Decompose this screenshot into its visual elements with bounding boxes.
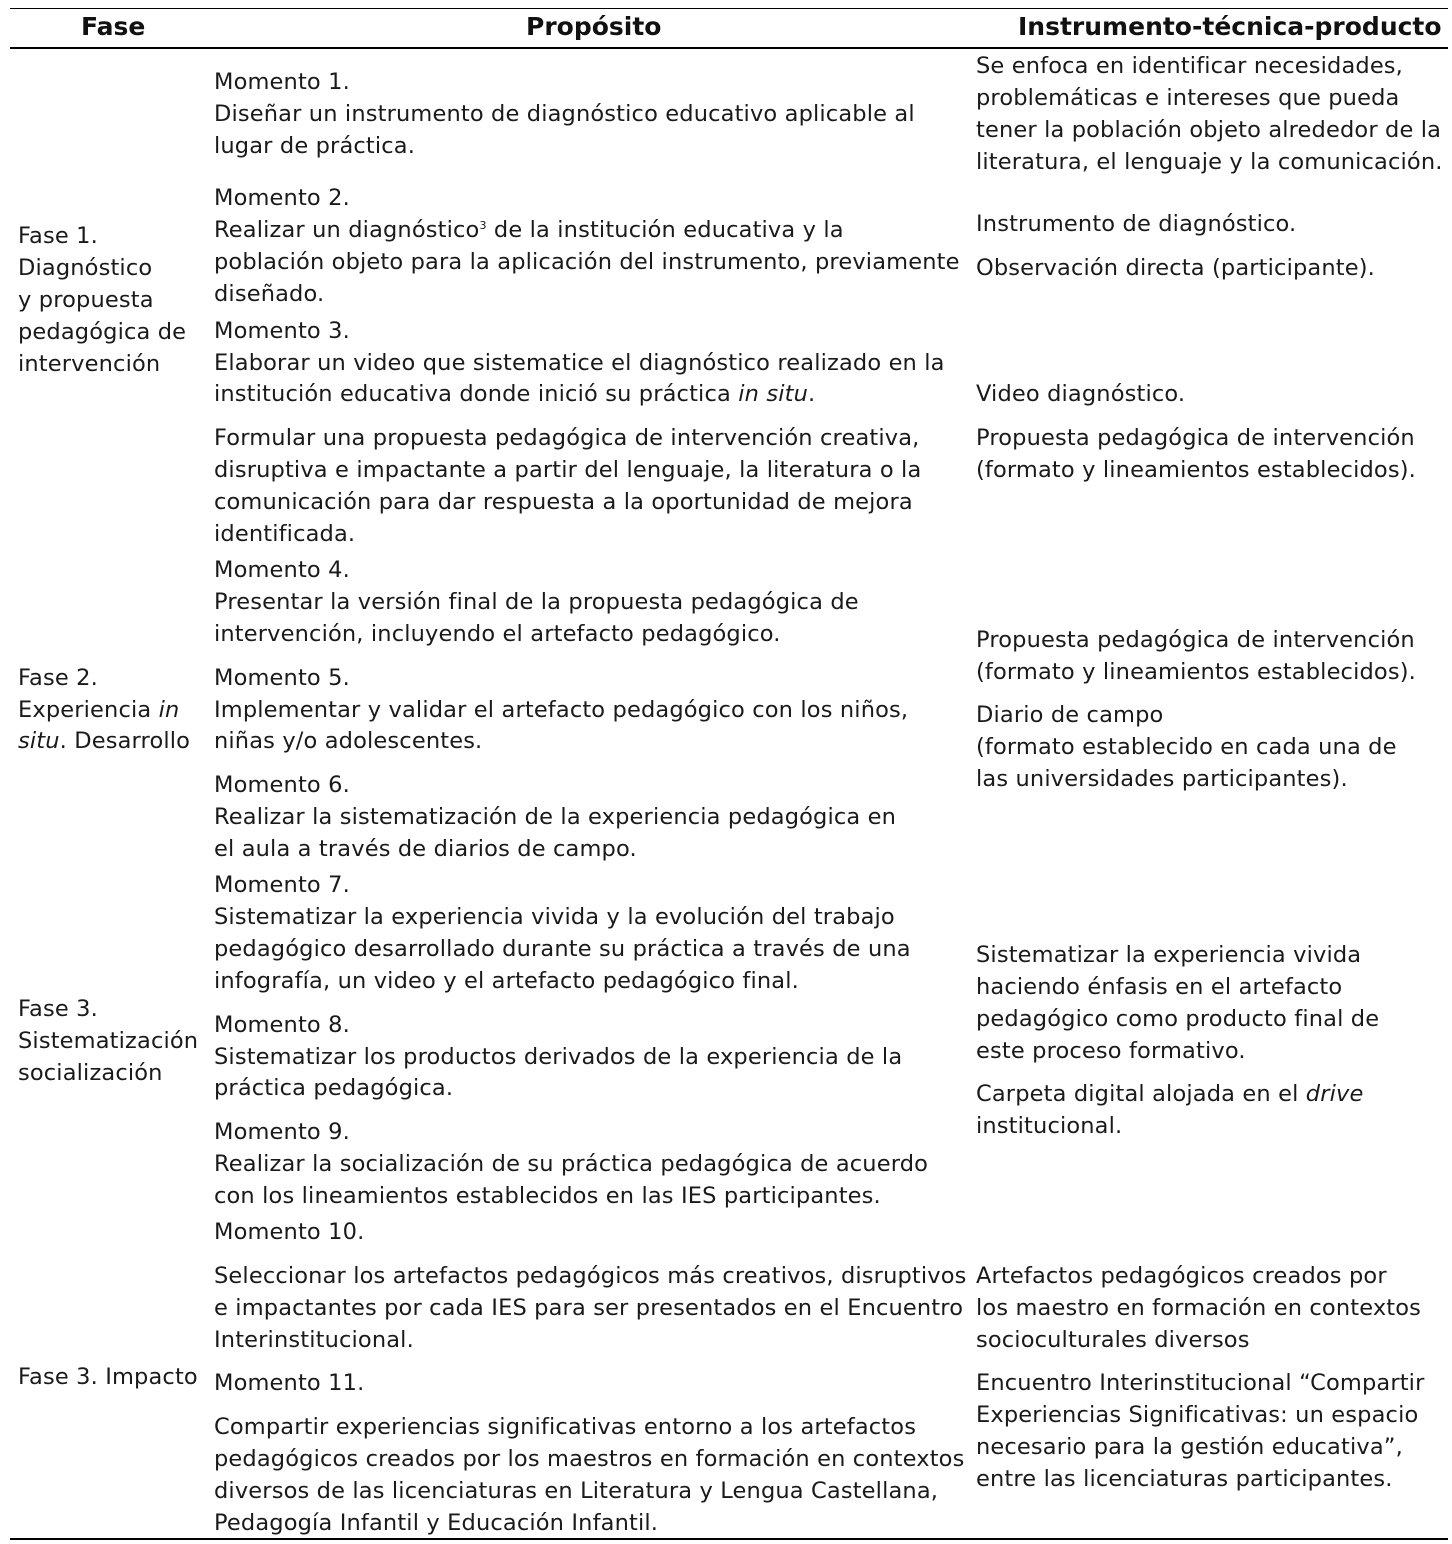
seleccionar-text: Seleccionar los artefactos pedagógicos más creativos, disruptivos: [214, 1263, 967, 1289]
compartir-text: Compartir experiencias significativas entorno a los artefactos: [214, 1414, 917, 1440]
sistematizar-text: haciendo énfasis en el artefacto: [976, 974, 1343, 1000]
momento-9-title: Momento 9.: [214, 1119, 350, 1145]
compartir-text: Pedagogía Infantil y Educación Infantil.: [214, 1510, 659, 1536]
momento-6-text: Realizar la sistematización de la experiencia pedagógica en: [214, 804, 897, 830]
carpeta-text: institucional.: [976, 1113, 1123, 1139]
momento-7-text: Sistematizar la experiencia vivida y la evolución del trabajo: [214, 904, 895, 930]
sistematizar-text: este proceso formativo.: [976, 1038, 1246, 1064]
header-proposito: Propósito: [526, 12, 662, 41]
encuentro-text: entre las licenciaturas participantes.: [976, 1466, 1393, 1492]
fase-2-italic: situ: [18, 728, 60, 754]
fase-3-line: Fase 3.: [18, 996, 98, 1022]
encuentro-text: Encuentro Interinstitucional “Compartir: [976, 1370, 1425, 1396]
fase-impacto: Fase 3. Impacto: [18, 1364, 198, 1390]
diario-text: Diario de campo: [976, 702, 1164, 728]
artefactos-text: socioculturales diversos: [976, 1327, 1250, 1353]
sistematizar-text: Sistematizar la experiencia vivida: [976, 942, 1362, 968]
formular-text: identificada.: [214, 521, 356, 547]
diario-text: las universidades participantes).: [976, 766, 1348, 792]
fase-2-text: . Desarrollo: [59, 728, 191, 754]
momento-4-text: Presentar la versión final de la propuesta pedagógica de: [214, 589, 859, 615]
fase-1-line: Diagnóstico: [18, 255, 153, 281]
momento-3-italic: in situ: [738, 381, 808, 407]
carpeta-text-a: Carpeta digital alojada en el: [976, 1081, 1306, 1107]
momento-1-text: Diseñar un instrumento de diagnóstico educativo aplicable al: [214, 101, 915, 127]
header-bottom-rule: [10, 47, 1448, 49]
momento-2-text: población objeto para la aplicación del instrumento, previamente: [214, 249, 960, 275]
video-diagnostico: Video diagnóstico.: [976, 381, 1186, 407]
sistematizar-text: pedagógico como producto final de: [976, 1006, 1380, 1032]
momento-5-text: Implementar y validar el artefacto pedagógico con los niños,: [214, 697, 909, 723]
fase-1-line: y propuesta: [18, 287, 154, 313]
momento-7-text: pedagógico desarrollado durante su práctica a través de una: [214, 936, 911, 962]
diario-text: (formato establecido en cada una de: [976, 734, 1397, 760]
compartir-text: pedagógicos creados por los maestros en formación en contextos: [214, 1446, 965, 1472]
fase-2-line: [18, 725, 190, 757]
momento-3-title: Momento 3.: [214, 318, 350, 344]
encuentro-text: Experiencias Significativas: un espacio: [976, 1402, 1419, 1428]
enfoca-text: Se enfoca en identificar necesidades,: [976, 53, 1403, 79]
formular-text: disruptiva e impactante a partir del lenguaje, la literatura o la: [214, 457, 922, 483]
fase-2-italic: in: [158, 697, 180, 723]
momento-8-text: Sistematizar los productos derivados de la experiencia de la: [214, 1044, 903, 1070]
momento-9-text: Realizar la socialización de su práctica pedagógica de acuerdo: [214, 1151, 929, 1177]
propuesta-2-text: Propuesta pedagógica de intervención: [976, 627, 1415, 653]
propuesta-1-text: (formato y lineamientos establecidos).: [976, 457, 1416, 483]
momento-2-text: [214, 214, 844, 246]
fase-2-line: Fase 2.: [18, 665, 98, 691]
fase-2-text: Experiencia: [18, 697, 159, 723]
momento-6-title: Momento 6.: [214, 772, 350, 798]
enfoca-text: problemáticas e intereses que pueda: [976, 85, 1400, 111]
footnote-ref: 3: [479, 219, 487, 232]
seleccionar-text: Interinstitucional.: [214, 1327, 414, 1353]
momento-4-title: Momento 4.: [214, 557, 350, 583]
momento-4-text: intervención, incluyendo el artefacto pedagógico.: [214, 621, 781, 647]
momento-10-title: Momento 10.: [214, 1219, 365, 1245]
formular-text: Formular una propuesta pedagógica de intervención creativa,: [214, 425, 920, 451]
momento-8-text: práctica pedagógica.: [214, 1075, 454, 1101]
enfoca-text: literatura, el lenguaje y la comunicación.: [976, 149, 1443, 175]
observacion-directa: Observación directa (participante).: [976, 255, 1375, 281]
momento-2-text-a: Realizar un diagnóstico: [214, 217, 480, 243]
momento-1-text: lugar de práctica.: [214, 133, 416, 159]
momento-11-title: Momento 11.: [214, 1370, 365, 1396]
momento-3-text: Elaborar un video que sistematice el diagnóstico realizado en la: [214, 350, 945, 376]
momento-3-text: [214, 378, 815, 410]
momento-6-text: el aula a través de diarios de campo.: [214, 836, 637, 862]
fase-2-line: [18, 694, 179, 726]
momento-9-text: con los lineamientos establecidos en las IES participantes.: [214, 1183, 881, 1209]
table-top-rule: [10, 8, 1448, 9]
fase-1-line: Fase 1.: [18, 223, 98, 249]
momento-5-title: Momento 5.: [214, 665, 350, 691]
artefactos-text: los maestro en formación en contextos: [976, 1295, 1422, 1321]
formular-text: comunicación para dar respuesta a la oportunidad de mejora: [214, 489, 913, 515]
propuesta-1-text: Propuesta pedagógica de intervención: [976, 425, 1415, 451]
enfoca-text: tener la población objeto alrededor de la: [976, 117, 1442, 143]
momento-7-title: Momento 7.: [214, 872, 350, 898]
momento-8-title: Momento 8.: [214, 1012, 350, 1038]
carpeta-italic: drive: [1305, 1081, 1364, 1107]
momento-2-title: Momento 2.: [214, 185, 350, 211]
momento-7-text: infografía, un video y el artefacto pedagógico final.: [214, 968, 799, 994]
momento-3-text-c: .: [808, 381, 816, 407]
momento-2-text-b: de la institución educativa y la: [486, 217, 844, 243]
propuesta-2-text: (formato y lineamientos establecidos).: [976, 659, 1416, 685]
header-instrumento: Instrumento-técnica-producto: [1018, 12, 1442, 41]
header-fase: Fase: [81, 12, 146, 41]
seleccionar-text: e impactantes por cada IES para ser presentados en el Encuentro: [214, 1295, 964, 1321]
momento-2-text: diseñado.: [214, 281, 325, 307]
fase-3-line: Sistematización: [18, 1028, 199, 1054]
fase-1-line: intervención: [18, 351, 161, 377]
instrumento-diagnostico: Instrumento de diagnóstico.: [976, 211, 1297, 237]
momento-5-text: niñas y/o adolescentes.: [214, 728, 483, 754]
fase-1-line: pedagógica de: [18, 319, 187, 345]
momento-1-title: Momento 1.: [214, 69, 350, 95]
artefactos-text: Artefactos pedagógicos creados por: [976, 1263, 1387, 1289]
momento-3-text-a: institución educativa donde inició su práctica: [214, 381, 739, 407]
compartir-text: diversos de las licenciaturas en Literatura y Lengua Castellana,: [214, 1478, 939, 1504]
fase-3-line: socialización: [18, 1060, 163, 1086]
encuentro-text: necesario para la gestión educativa”,: [976, 1434, 1403, 1460]
carpeta-text: [976, 1078, 1364, 1110]
